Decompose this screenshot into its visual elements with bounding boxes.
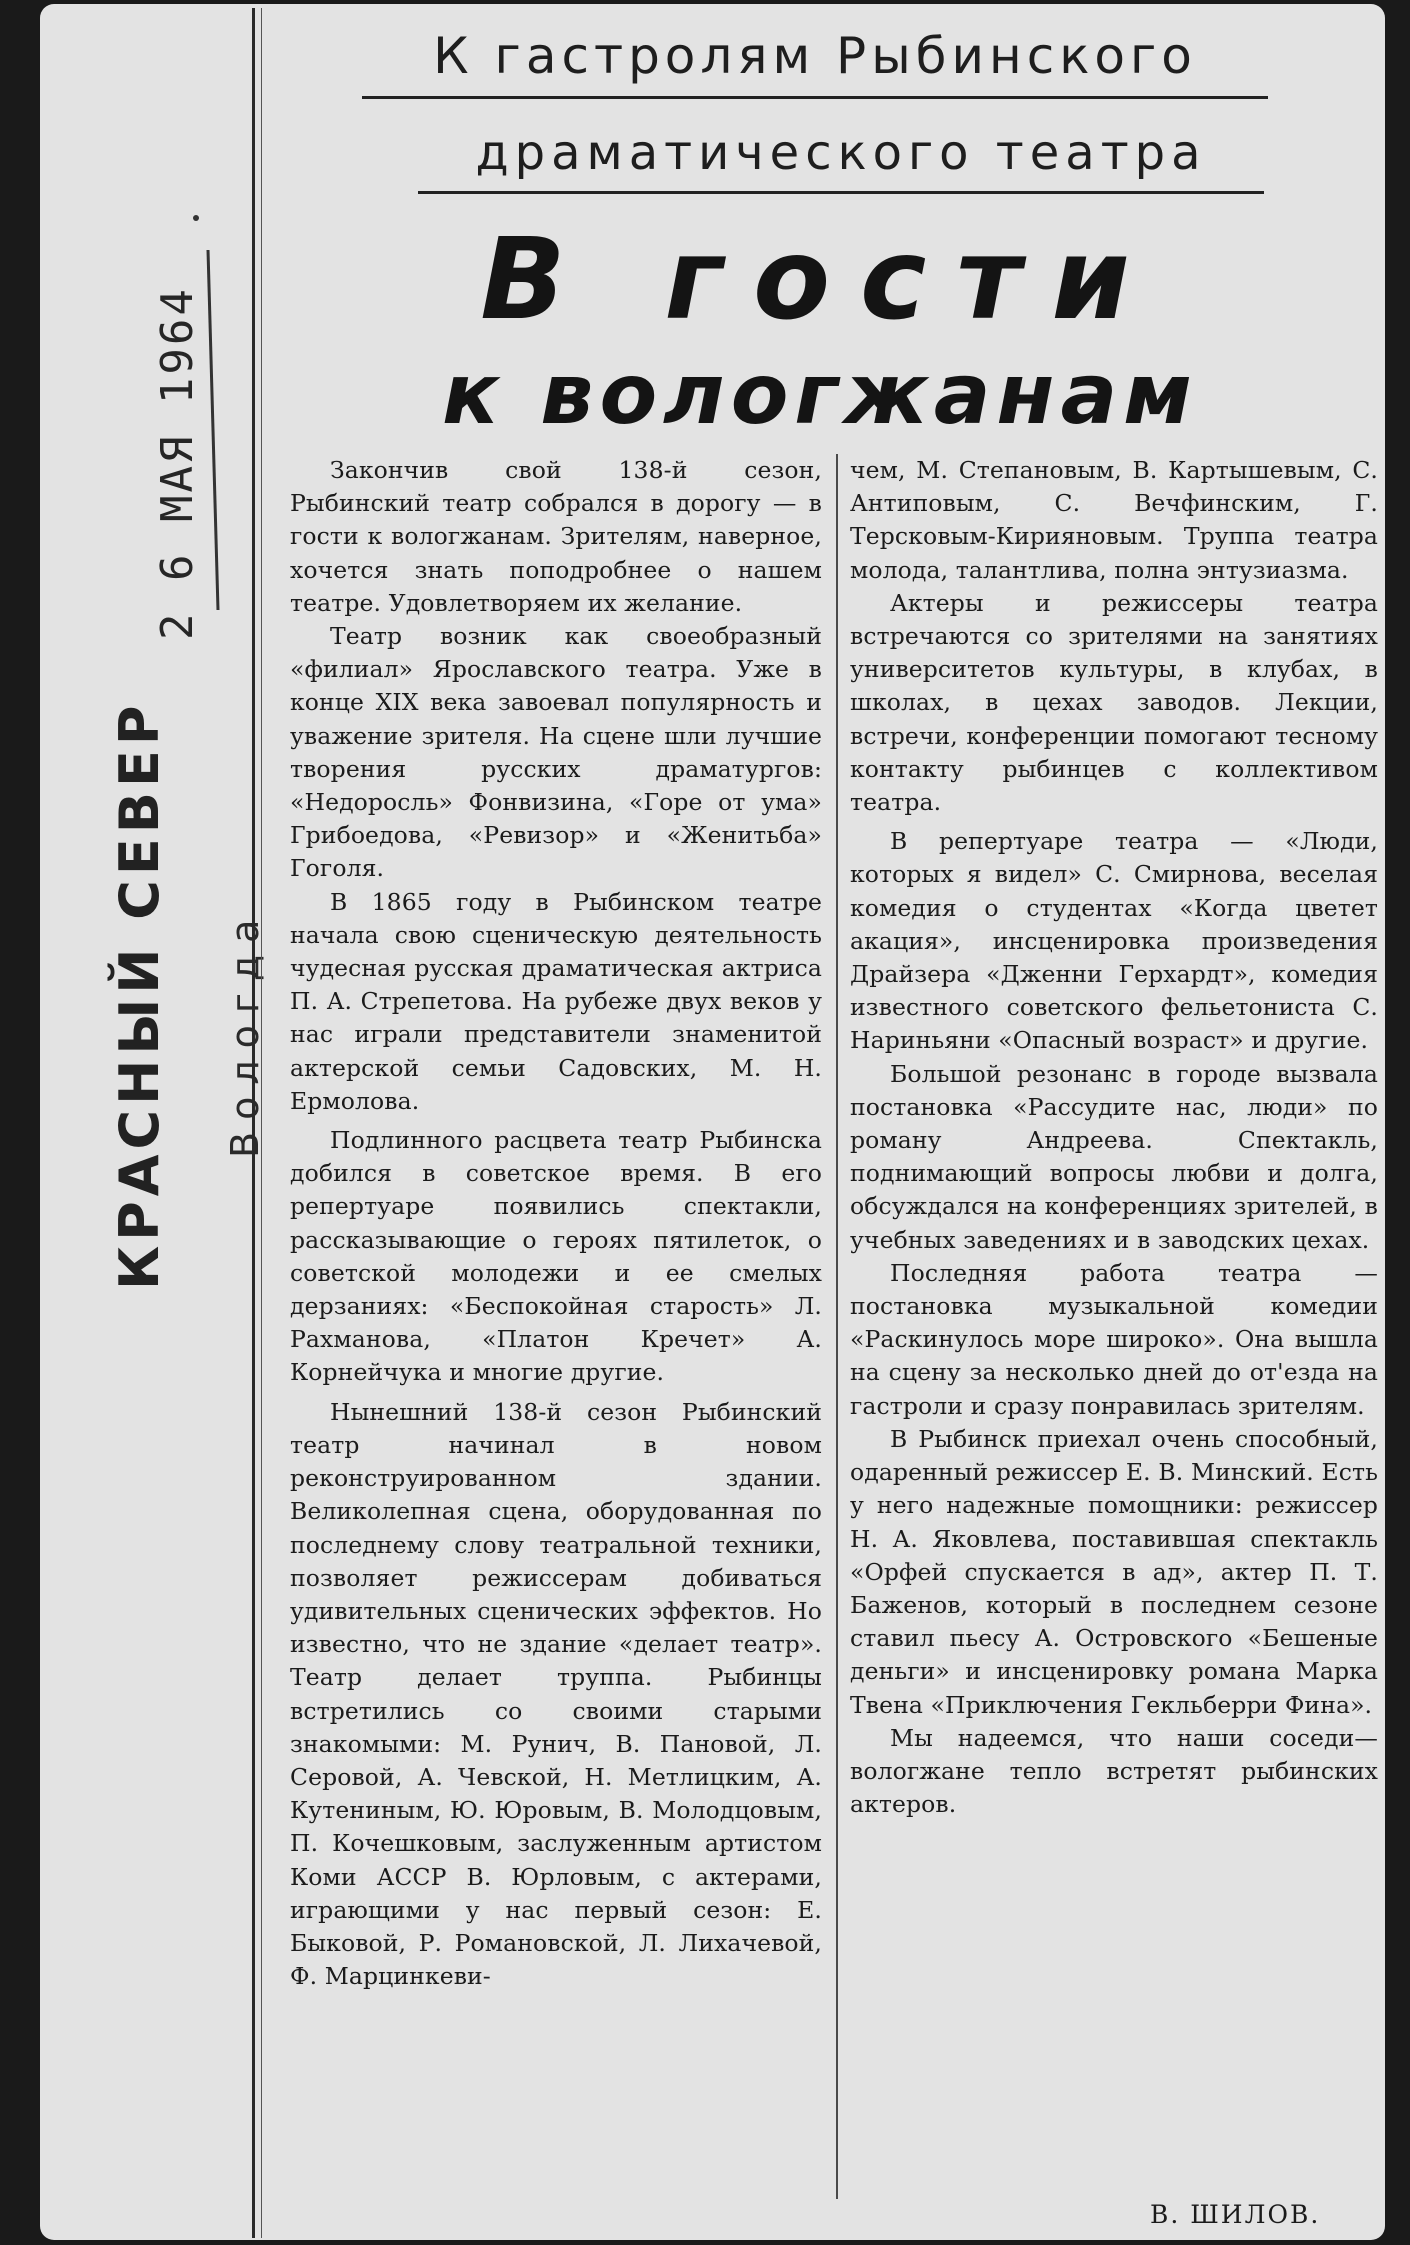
left-column: [290, 454, 822, 1993]
rule-middle: [418, 191, 1264, 194]
kicker-line-2: драматического театра: [475, 125, 1207, 181]
ink-dot: [193, 215, 199, 221]
paragraph: Последняя работа театра — постановка музыкальной комедии «Раскинулось море широко». Она вышла на сцену за несколько дней до от'езда на гастроли и сразу понравилась зрителям.: [850, 1258, 1378, 1420]
right-column: [850, 454, 1378, 1821]
paragraph: В Рыбинск приехал очень способный, одаренный режиссер Е. В. Минский. Есть у него надежные помощники: режиссер Н. А. Яковлева, поставившая спектакль «Орфей спускается в ад», актер П. Т. Баженов, который в последнем сезоне ставил пьесу А. Островского «Бешеные деньги» и инсценировку романа Марка Твена «Приключения Гекльберри Фина».: [850, 1424, 1378, 1719]
fold-line: [252, 8, 262, 2238]
date-underline: [208, 250, 218, 610]
rule-top: [362, 96, 1268, 99]
paragraph: Закончив свой 138-й сезон, Рыбинский театр собрался в дорогу — в гости к вологжанам. Зрителям, наверное, хочется знать поподробнее о нашем театре. Удовлетворяем их желание.: [290, 456, 822, 617]
column-divider: [836, 454, 838, 2199]
paragraph: Нынешний 138-й сезон Рыбинский театр начинал в новом реконструированном здании. Великолепная сцена, оборудованная по последнему слову театральной техники, позволяет режиссерам добиваться удивительных сценических эффектов. Но известно, что не здание «делает театр». Театр делает труппа. Рыбинцы встретились со своими старыми знакомыми: М. Рунич, В. Пановой, Л. Серовой, А. Чевской, Н. Метлицким, А. Кутениным, Ю. Юровым, В. Молодцовым, П. Кочешковым, заслуженным артистом Коми АССР В. Юрловым, с актерами, играющими у нас первый сезон: Е. Быковой, Р. Романовской, Л. Лихачевой, Ф. Марцинкеви-: [290, 1397, 822, 1991]
paragraph: В 1865 году в Рыбинском театре начала свою сценическую деятельность чудесная русская драматическая актриса П. А. Стрепетова. На рубеже двух веков у нас играли представители знаменитой актерской семьи Садовских, М. Н. Ермолова.: [290, 887, 822, 1115]
source-city-stamp: Вологда: [223, 907, 267, 1158]
paragraph: Большой резонанс в городе вызвала постановка «Рассудите нас, люди» по роману Андреева. Спектакль, поднимающий вопросы любви и долга, обсуждался на конференциях зрителей, в учебных заведениях и в заводских цехах.: [850, 1059, 1378, 1254]
paragraph: чем, М. Степановым, В. Картышевым, С. Антиповым, С. Вечфинским, Г. Терсковым-Кирияновым. Труппа театра молода, талантлива, полна энтузиазма.: [850, 456, 1378, 584]
paragraph: Подлинного расцвета театр Рыбинска добился в советское время. В его репертуаре появились спектакли, рассказывающие о героях пятилеток, о советской молодежи и ее смелых дерзаниях: «Беспокойная старость» Л. Рахманова, «Платон Кречет» А. Корнейчука и многие другие.: [290, 1126, 822, 1387]
source-newspaper-stamp: КРАСНЫЙ СЕВЕР: [108, 700, 171, 1290]
handwritten-date: 2 6 МАЯ 1964: [152, 286, 203, 640]
author-signature: В. ШИЛОВ.: [1150, 2200, 1321, 2229]
paragraph: Театр возник как своеобразный «филиал» Ярославского театра. Уже в конце XIX века завоевал популярность и уважение зрителя. На сцене шли лучшие творения русских драматургов: «Недоросль» Фонвизина, «Горе от ума» Грибоедова, «Ревизор» и «Женитьба» Гоголя.: [290, 622, 822, 883]
paragraph: В репертуаре театра — «Люди, которых я видел» С. Смирнова, веселая комедия о студентах «Когда цветет акация», инсценировка произведения Драйзера «Дженни Герхардт», комедия известного советского фельетониста С. Нариньяни «Опасный возраст» и другие.: [850, 827, 1378, 1055]
kicker-line-1: К гастролям Рыбинского: [433, 27, 1197, 85]
paragraph: Актеры и режиссеры театра встречаются со зрителями на занятиях университетов культуры, в клубах, в школах, в цехах заводов. Лекции, встречи, конференции помогают тесному контакту рыбинцев с коллективом театра.: [850, 588, 1378, 817]
headline-line-2: к вологжанам: [442, 345, 1198, 443]
paragraph: Мы надеемся, что наши соседи—вологжане тепло встретят рыбинских актеров.: [850, 1723, 1378, 1819]
headline-line-1: В гости: [480, 215, 1160, 345]
side-stamp-area: [50, 0, 267, 2245]
